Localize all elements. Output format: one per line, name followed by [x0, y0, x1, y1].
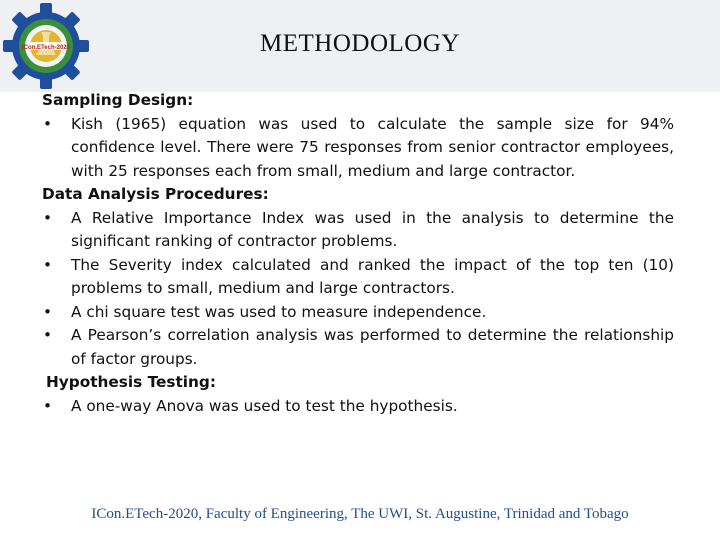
slide-content	[42, 89, 674, 418]
bullet-icon: •	[43, 255, 53, 274]
bullet-text: The Severity index calculated and ranked the impact of the top ten (10) problems to small, medium and large contractors.	[71, 255, 674, 297]
page-title: METHODOLOGY	[260, 30, 460, 57]
list-item	[42, 254, 674, 301]
list-item	[42, 324, 674, 371]
section-heading-hypothesis-testing: Hypothesis Testing:	[46, 373, 216, 391]
sampling-design-list	[42, 113, 674, 184]
list-item	[42, 113, 674, 184]
bullet-text: A one-way Anova was used to test the hypothesis.	[71, 396, 458, 415]
footer-text: ICon.ETech-2020, Faculty of Engineering, The UWI, St. Augustine, Trinidad and Tobago	[91, 506, 629, 522]
list-item	[42, 395, 674, 419]
section-heading-data-analysis: Data Analysis Procedures:	[42, 185, 269, 203]
bullet-icon: •	[43, 208, 53, 227]
bullet-icon: •	[43, 396, 53, 415]
list-item	[42, 301, 674, 325]
data-analysis-list	[42, 207, 674, 372]
bullet-text: A Relative Importance Index was used in the analysis to determine the significant ranking of contractor problems.	[71, 208, 674, 250]
bullet-text: Kish (1965) equation was used to calculate the sample size for 94% confidence level. There were 75 responses from senior contractor employees, with 25 responses each from small, medium and large contractor.	[71, 114, 674, 180]
logo-text: ICon.ETech-2020	[22, 45, 70, 51]
bullet-text: A Pearson’s correlation analysis was performed to determine the relationship of factor groups.	[71, 326, 674, 368]
list-item	[42, 207, 674, 254]
bullet-icon: •	[43, 302, 53, 321]
bullet-icon: •	[43, 326, 53, 344]
section-heading-sampling-design: Sampling Design:	[42, 91, 194, 109]
bullet-icon: •	[43, 114, 53, 133]
hypothesis-testing-list	[42, 395, 674, 419]
bullet-text: A chi square test was used to measure independence.	[71, 302, 487, 321]
